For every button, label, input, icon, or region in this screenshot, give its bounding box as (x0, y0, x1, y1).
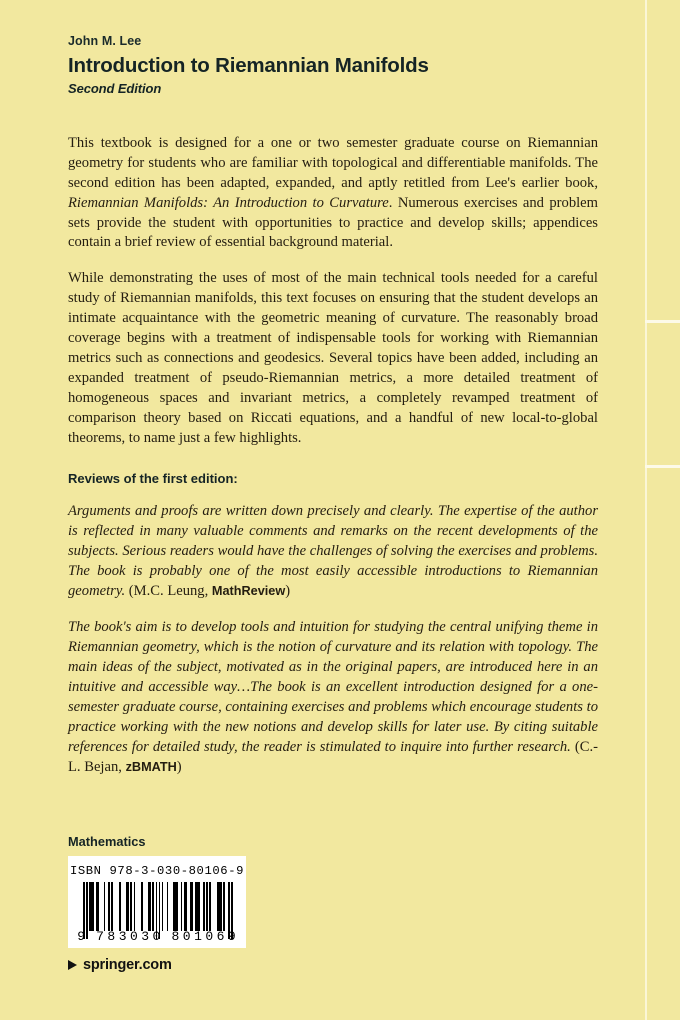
review-source: MathReview (211, 584, 286, 599)
ean-digit: 0 (152, 929, 162, 944)
decorative-vertical-rule (645, 0, 647, 1020)
ean-digit: 9 (77, 929, 87, 944)
ean-digit: 8 (107, 929, 117, 944)
ean-digit: 1 (194, 929, 203, 944)
ean-digits (76, 929, 238, 944)
cover-footer (68, 834, 368, 973)
review-text: The book's aim is to develop tools and intuition for studying the central unifying theme in Riemannian geometry, which is the notion of curvature and its relation with topology. The main ideas of the subject, motivated as in the original papers, are introduced here in an intuitive and accessible way…The book is an excellent introduction designed for a one-semester graduate course, containing exercises and problems which encourage students to practice working with the new notions and develop skills for later use. By citing suitable references for detailed study, the reader is stimulated to inquire into further research. (68, 619, 598, 756)
subject-category-label: Mathematics (68, 834, 146, 849)
ean-left-digit (76, 929, 87, 944)
cited-book-title: Riemannian Manifolds: An Introduction to Curvature (68, 194, 389, 211)
ean-group-1 (95, 929, 163, 944)
ean-digit: 3 (141, 929, 151, 944)
author-name: John M. Lee (68, 34, 142, 48)
cover-text-column (68, 34, 598, 778)
publisher-name: springer.com (83, 957, 172, 973)
review-text: Arguments and proofs are written down precisely and clearly. The expertise of the author is reflected in many valuable comments and remarks on the recent developments of the subjects. Serious readers would have the challenges of solving the exercises and problems. The book is probably one of the most easily accessible introductions to Riemannian geometry. (68, 503, 598, 600)
text-run: . Numerous exercises and problem sets provide the student with opportunities to practice and develop skills; appendices contain a brief review of essential background material. (68, 194, 599, 251)
review-attribution: (C.-L. Bejan, (68, 739, 598, 776)
triangle-right-icon (68, 960, 77, 970)
reviews-heading: Reviews of the first edition: (68, 471, 238, 487)
ean-digit: 7 (96, 929, 106, 944)
ean-digit: 0 (129, 929, 139, 944)
review-attribution: (M.C. Leung, (125, 583, 212, 600)
decorative-horizontal-rule-bottom (645, 465, 680, 468)
isbn-number: ISBN 978-3-030-80106-9 (69, 864, 245, 878)
ean-digit: 0 (182, 929, 192, 944)
edition-label: Second Edition (68, 80, 162, 96)
barcode-bars (83, 882, 233, 931)
review-quote-1 (68, 502, 598, 602)
text-run: While demonstrating the uses of most of the main technical tools needed for a careful study of Riemannian manifolds, this text focuses on ensuring that the student develops an intimate acquaintance with the geometric meaning of curvature. The reasonably broad coverage begins with a treatment of indispensable tools for working with Riemannian metrics such as connections and geodesics. Several topics have been added, including an expanded treatment of pseudo-Riemannian metrics, a more detailed treatment of homogeneous spaces and invariant metrics, a completely revamped treatment of comparison theory based on Riccati equations, and a handful of new local-to-global theorems, to name just a few highlights. (68, 270, 598, 447)
publisher-link[interactable] (68, 957, 368, 973)
book-title: Introduction to Riemannian Manifolds (68, 54, 429, 77)
review-attribution-close: ) (285, 583, 291, 600)
text-run: This textbook is designed for a one or two semester graduate course on Riemannian geometry for students who are familiar with topological and differentiable manifolds. The second edition has been adapted, expanded, and aptly retitled from Lee's earlier book, (68, 134, 598, 191)
isbn-barcode (68, 856, 246, 948)
ean-digit: 3 (118, 929, 128, 944)
ean-digit: 9 (227, 929, 237, 944)
ean-digit: 6 (216, 929, 226, 944)
ean-group-2 (170, 929, 238, 944)
review-quote-2 (68, 618, 598, 778)
description-paragraph-1 (68, 134, 598, 254)
review-attribution-close: ) (176, 759, 182, 776)
description-paragraph-2 (68, 269, 598, 449)
review-source: zBMATH (125, 760, 177, 775)
decorative-horizontal-rule-top (645, 320, 680, 323)
ean-digit: 8 (171, 929, 181, 944)
ean-digit: 0 (205, 929, 215, 944)
